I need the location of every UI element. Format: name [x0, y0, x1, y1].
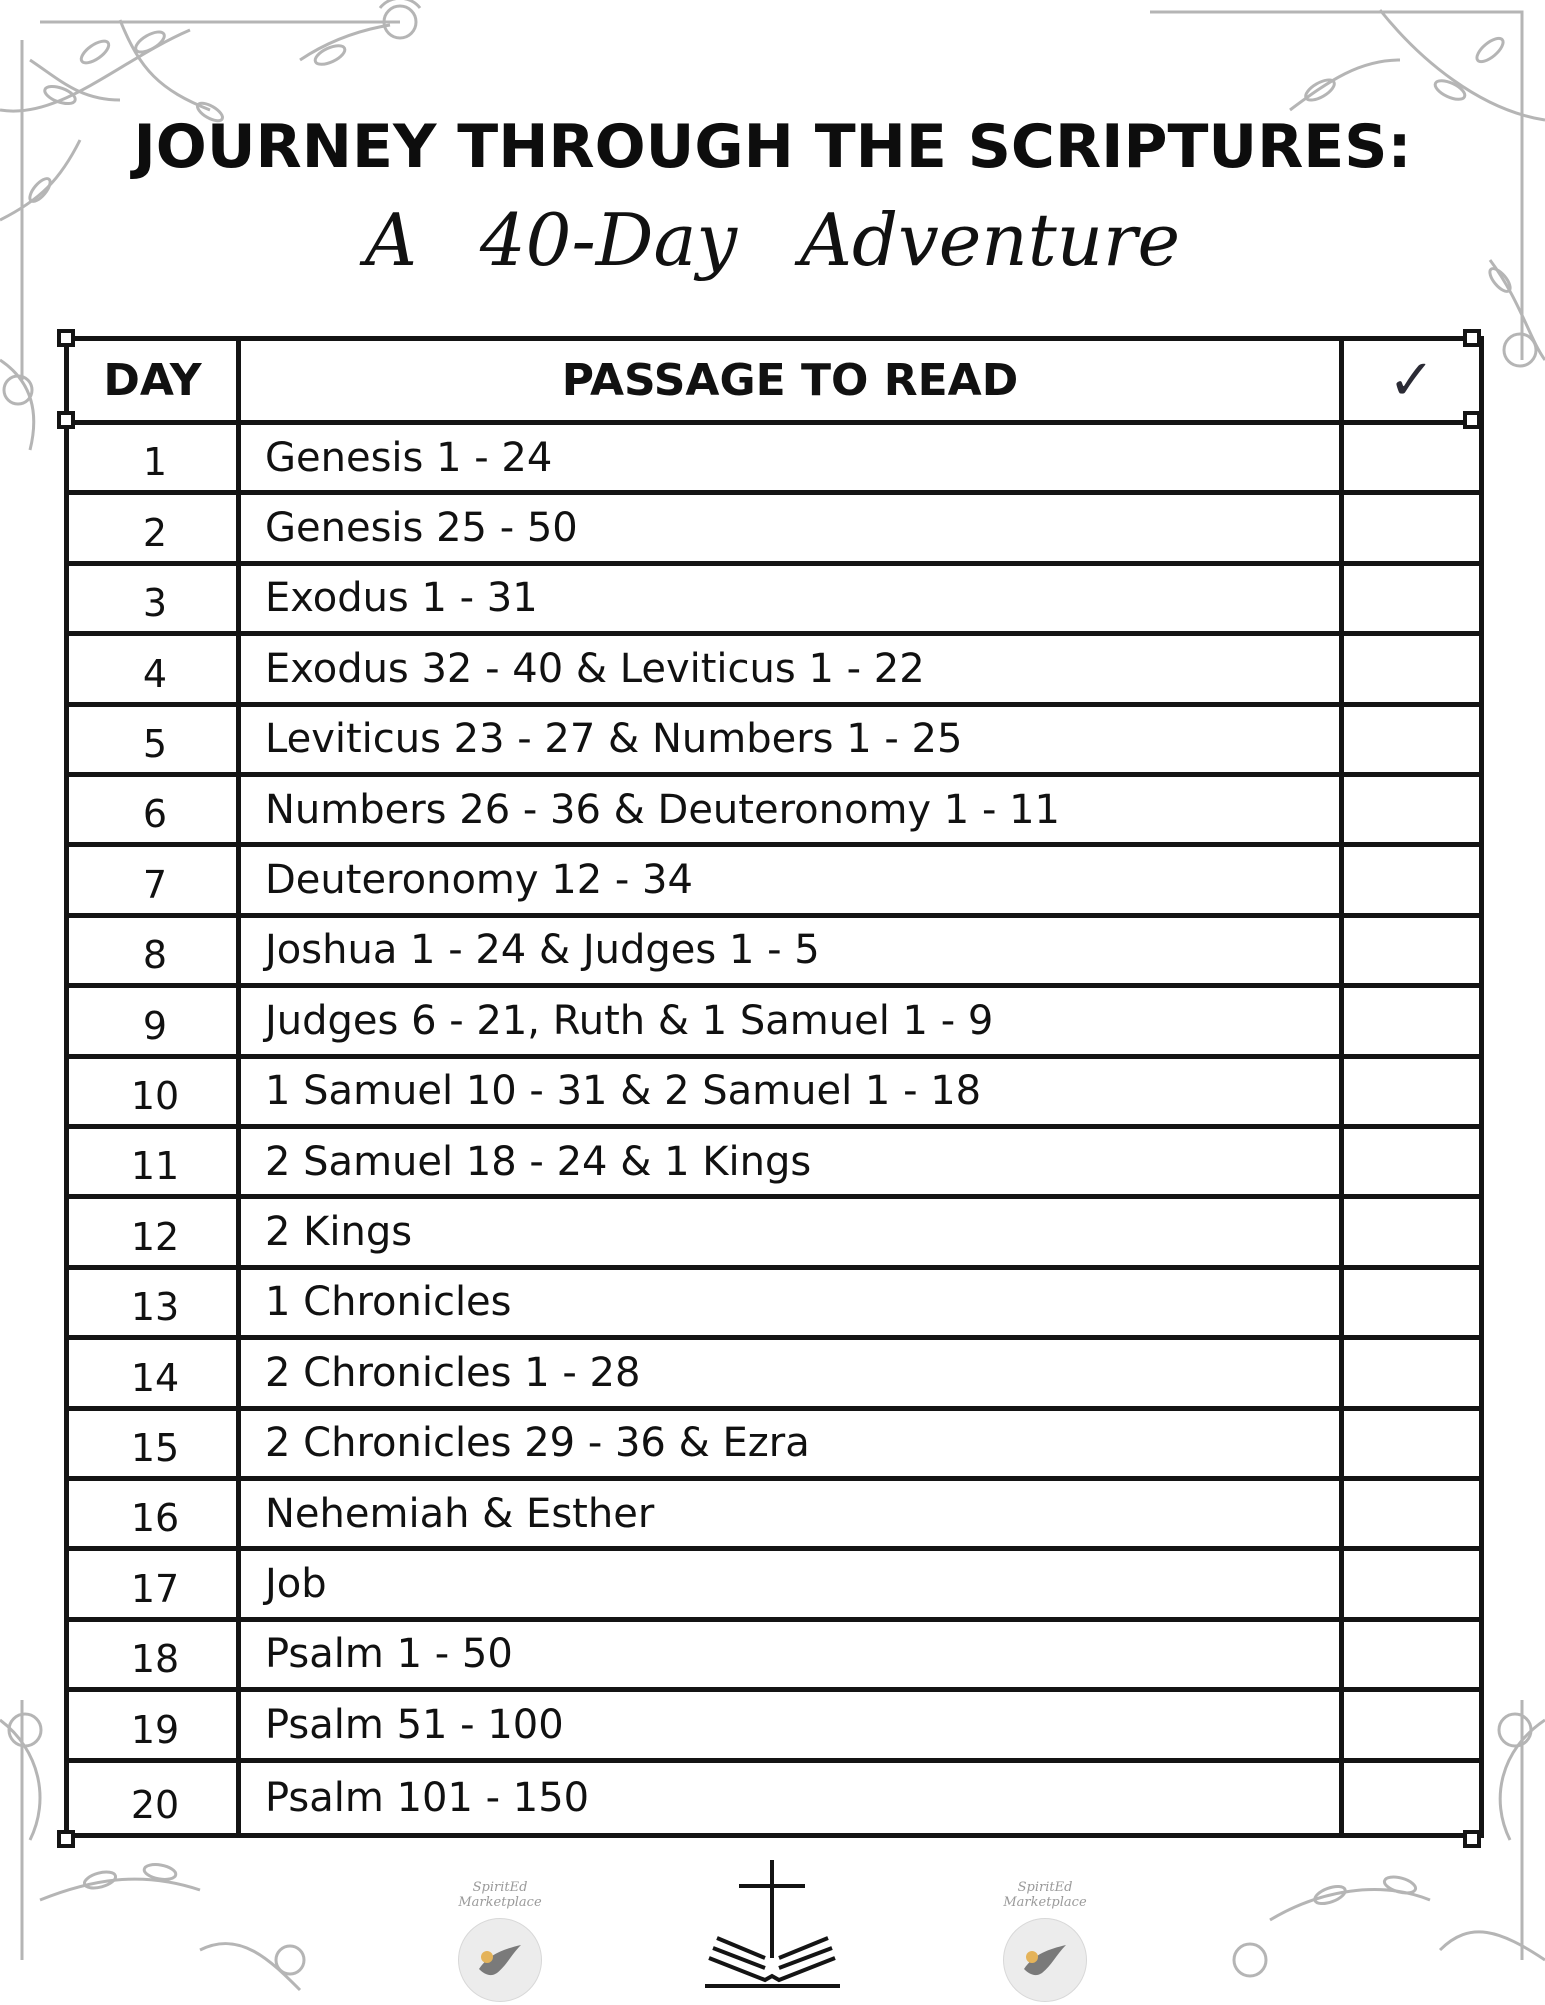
table-row	[69, 566, 1479, 636]
table-row	[69, 425, 1479, 495]
table-corner-marker	[57, 329, 75, 347]
table-header	[69, 341, 1479, 425]
table-corner-marker	[1463, 1830, 1481, 1848]
passage-text: Job	[265, 1561, 327, 1608]
completion-checkbox[interactable]	[1339, 1129, 1479, 1194]
passage-text: Psalm 1 - 50	[265, 1631, 513, 1678]
passage-text: 1 Samuel 10 - 31 & 2 Samuel 1 - 18	[265, 1068, 982, 1115]
day-number: 6	[142, 792, 168, 837]
table-row	[69, 1270, 1479, 1340]
table-row	[69, 1763, 1479, 1833]
day-number: 20	[130, 1782, 180, 1827]
table-row	[69, 988, 1479, 1058]
passage-text: Exodus 32 - 40 & Leviticus 1 - 22	[265, 645, 925, 692]
passage-text: Genesis 1 - 24	[265, 434, 553, 481]
table-row	[69, 1199, 1479, 1269]
table-row	[69, 847, 1479, 917]
completion-checkbox[interactable]	[1339, 707, 1479, 772]
day-number: 2	[142, 510, 168, 555]
brand-name: SpiritEd Marketplace	[458, 1880, 542, 1910]
passage-text: Deuteronomy 12 - 34	[265, 857, 693, 904]
day-number: 17	[130, 1566, 180, 1611]
page-subtitle: A 40-Day Adventure	[364, 198, 1181, 282]
table-row	[69, 495, 1479, 565]
table-row	[69, 1411, 1479, 1481]
completion-checkbox[interactable]	[1339, 777, 1479, 842]
completion-checkbox[interactable]	[1339, 847, 1479, 912]
completion-checkbox[interactable]	[1339, 566, 1479, 631]
passage-text: 2 Chronicles 1 - 28	[265, 1349, 641, 1396]
cross-bible-icon	[705, 1858, 840, 1988]
table-corner-marker	[57, 411, 75, 429]
table-row	[69, 1059, 1479, 1129]
completion-checkbox[interactable]	[1339, 1270, 1479, 1335]
table-row	[69, 1340, 1479, 1410]
completion-checkbox[interactable]	[1339, 1763, 1479, 1833]
completion-checkbox[interactable]	[1339, 1411, 1479, 1476]
completion-checkbox[interactable]	[1339, 1199, 1479, 1264]
day-number: 10	[130, 1073, 180, 1118]
table-row	[69, 918, 1479, 988]
completion-checkbox[interactable]	[1339, 1692, 1479, 1757]
day-number: 15	[130, 1425, 180, 1470]
table-row	[69, 1622, 1479, 1692]
completion-checkbox[interactable]	[1339, 918, 1479, 983]
completion-checkbox[interactable]	[1339, 1622, 1479, 1687]
day-number: 9	[142, 1003, 168, 1048]
table-row	[69, 707, 1479, 777]
brand-logo-right	[975, 1880, 1115, 2000]
day-number: 19	[130, 1707, 180, 1752]
day-number: 3	[142, 581, 168, 626]
page-title: JOURNEY THROUGH THE SCRIPTURES:	[133, 112, 1412, 182]
passage-text: Numbers 26 - 36 & Deuteronomy 1 - 11	[265, 786, 1060, 833]
passage-text: Exodus 1 - 31	[265, 575, 538, 622]
passage-text: 2 Kings	[265, 1209, 413, 1256]
dove-icon	[1003, 1918, 1087, 2002]
completion-checkbox[interactable]	[1339, 636, 1479, 701]
passage-text: 2 Chronicles 29 - 36 & Ezra	[265, 1420, 810, 1467]
table-corner-marker	[1463, 411, 1481, 429]
passage-text: Psalm 101 - 150	[265, 1774, 590, 1821]
day-number: 7	[142, 862, 168, 907]
day-number: 1	[142, 440, 168, 485]
passage-text: Nehemiah & Esther	[265, 1490, 655, 1537]
day-number: 4	[142, 651, 168, 696]
completion-checkbox[interactable]	[1339, 495, 1479, 560]
completion-checkbox[interactable]	[1339, 1059, 1479, 1124]
brand-logo-left	[430, 1880, 570, 2000]
table-row	[69, 777, 1479, 847]
completion-checkbox[interactable]	[1339, 988, 1479, 1053]
passage-text: Leviticus 23 - 27 & Numbers 1 - 25	[265, 716, 963, 763]
passage-text: Psalm 51 - 100	[265, 1701, 564, 1748]
table-body	[69, 425, 1479, 1833]
passage-header: PASSAGE TO READ	[561, 355, 1019, 406]
day-number: 12	[130, 1214, 180, 1259]
day-number: 11	[130, 1144, 180, 1189]
reading-plan-table	[64, 336, 1484, 1838]
table-row	[69, 636, 1479, 706]
day-number: 8	[142, 933, 168, 978]
table-corner-marker	[1463, 329, 1481, 347]
passage-text: 1 Chronicles	[265, 1279, 512, 1326]
passage-text: 2 Samuel 18 - 24 & 1 Kings	[265, 1138, 812, 1185]
day-number: 14	[130, 1355, 180, 1400]
day-header: DAY	[103, 355, 202, 406]
completion-checkbox[interactable]	[1339, 1340, 1479, 1405]
completion-checkbox[interactable]	[1339, 1551, 1479, 1616]
passage-text: Genesis 25 - 50	[265, 505, 578, 552]
day-number: 13	[130, 1285, 180, 1330]
table-row	[69, 1481, 1479, 1551]
day-number: 18	[130, 1637, 180, 1682]
table-row	[69, 1692, 1479, 1762]
completion-checkbox[interactable]	[1339, 1481, 1479, 1546]
passage-text: Judges 6 - 21, Ruth & 1 Samuel 1 - 9	[265, 997, 994, 1044]
dove-icon	[458, 1918, 542, 2002]
table-corner-marker	[57, 1830, 75, 1848]
table-row	[69, 1129, 1479, 1199]
passage-text: Joshua 1 - 24 & Judges 1 - 5	[265, 927, 820, 974]
table-row	[69, 1551, 1479, 1621]
day-number: 5	[142, 721, 168, 766]
checkmark-icon: ✓	[1388, 348, 1435, 413]
day-number: 16	[130, 1496, 180, 1541]
brand-name: SpiritEd Marketplace	[1003, 1880, 1087, 1910]
completion-checkbox[interactable]	[1339, 425, 1479, 490]
